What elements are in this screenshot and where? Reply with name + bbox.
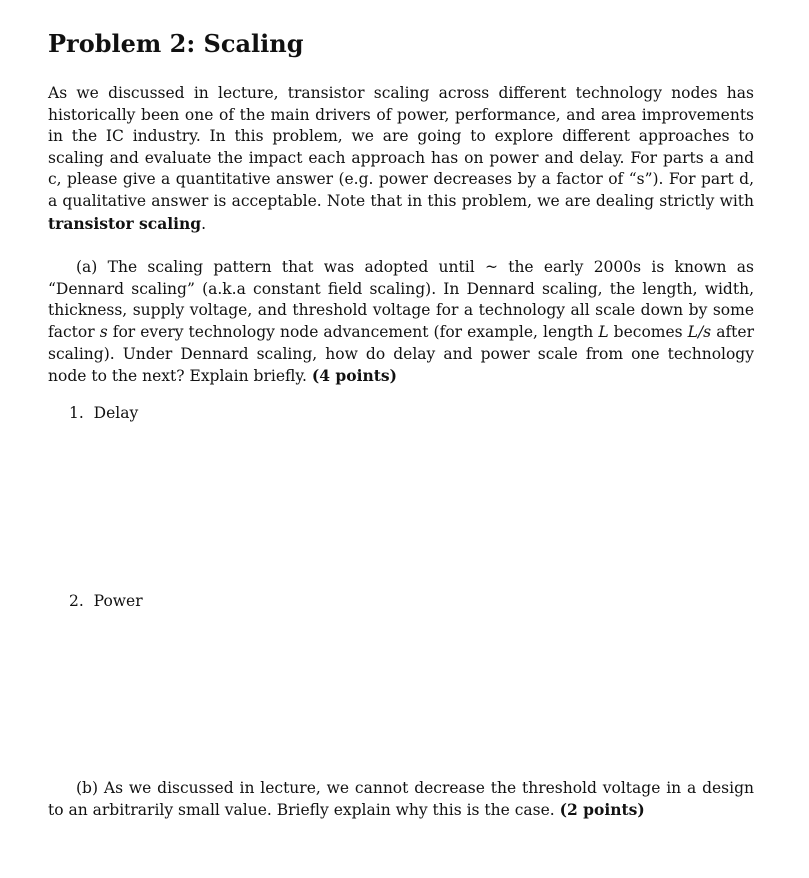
part-a-text: becomes	[608, 322, 688, 341]
intro-emphasis: transistor scaling	[48, 213, 202, 233]
variable-L-over-s: L/s	[687, 322, 712, 341]
intro-end: .	[201, 214, 207, 233]
intro-text: As we discussed in lecture, transistor scaling across different technology nodes has historically been one of the main drivers of power, performance, and area improvements in the IC industry. In this problem, we are going to explore different approaches to scaling and evaluate the impact each approach has on power and delay. For parts a and c, please give a quantitative answer (e.g. power decreases by a factor of “s”). For part d, a qualitative answer is acceptable. Note that in this problem, we are dealing strictly with	[48, 84, 754, 210]
item-label: Delay	[93, 403, 139, 422]
part-a-label: (a)	[76, 258, 98, 277]
item-number: 2.	[69, 591, 84, 610]
intro-paragraph	[48, 83, 754, 235]
problem-title: Problem 2: Scaling	[48, 29, 304, 58]
document-page	[48, 28, 754, 822]
part-a-text: The scaling pattern that was adopted until ~ the early 2000s is known as “Dennard scaling” (a.k.a constant field scaling). In Dennard scaling, the length, width, thickness, supply voltage, and threshold voltage for a technology all scale down by some factor	[48, 258, 754, 341]
part-b-question	[48, 778, 754, 822]
part-a-text: after scaling). Under Dennard scaling, how do delay and power scale from one technology node to the next? Explain briefly.	[48, 322, 754, 386]
part-b-points: (2 points)	[559, 800, 645, 820]
list-item-delay	[69, 402, 754, 424]
part-a-question	[48, 257, 754, 388]
part-b-text: As we discussed in lecture, we cannot decrease the threshold voltage in a design to an arbitrarily small value. Briefly explain why this is the case.	[48, 778, 754, 820]
item-label: Power	[93, 591, 143, 610]
answer-space-delay[interactable]	[48, 424, 754, 590]
variable-s: s	[99, 322, 108, 341]
part-a-text: for every technology node advancement (for example, length	[107, 322, 599, 341]
part-b-label: (b)	[76, 778, 99, 797]
list-item-power	[69, 590, 754, 612]
item-number: 1.	[69, 403, 84, 422]
variable-L: L	[598, 322, 609, 341]
answer-space-power[interactable]	[48, 612, 754, 778]
part-a-points: (4 points)	[311, 366, 397, 386]
